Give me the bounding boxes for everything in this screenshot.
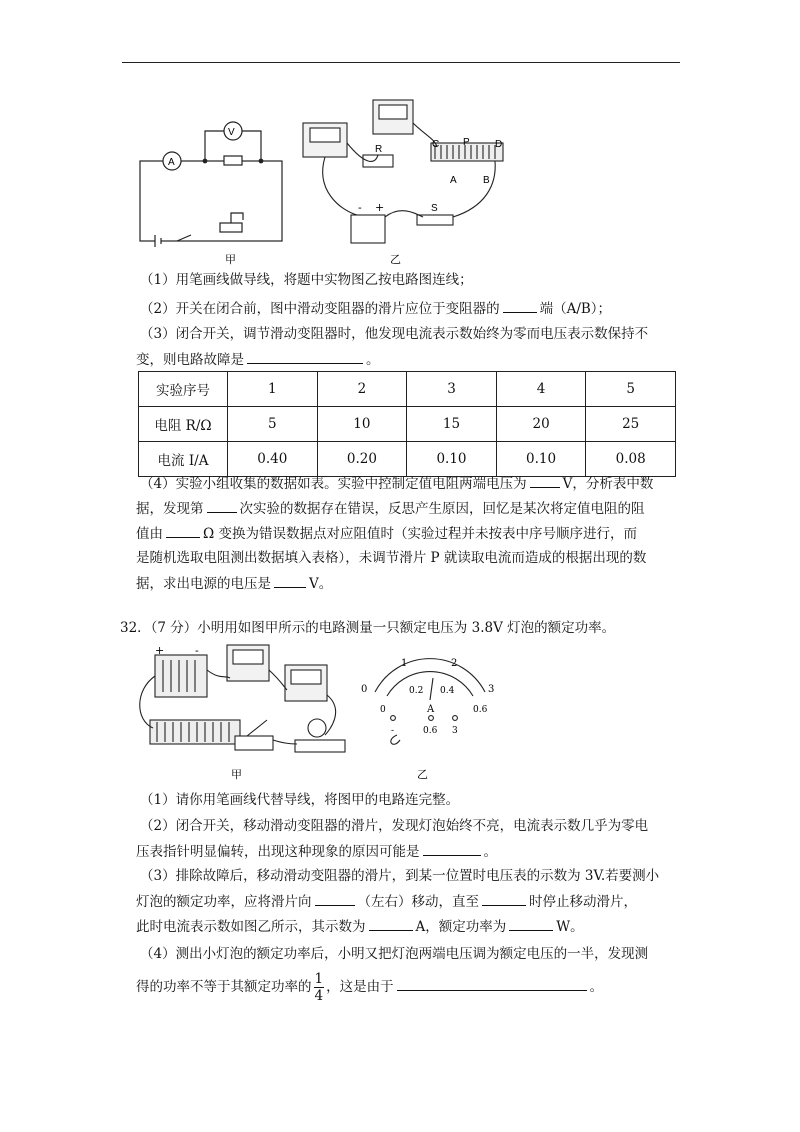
q32-p1: （1）请你用笔画线代替导线，将图甲的电路连完整。 xyxy=(140,792,460,808)
fig2-label-a: 甲 xyxy=(231,768,242,781)
table-row: 电阻 R/Ω 5 10 15 20 25 xyxy=(139,407,676,442)
battery-plus: + xyxy=(375,201,385,214)
battery2-plus: + xyxy=(155,644,165,657)
q32-p2-line1: （2）闭合开关，移动滑动变阻器的滑片，发现灯泡始终不亮，电流表示数几乎为零电 xyxy=(140,818,649,834)
q31-p3-line2: 变，则电路故障是 。 xyxy=(136,349,380,370)
blank-voltage[interactable] xyxy=(530,473,560,488)
q32-p4-line2: 得的功率不等于其额定功率的 $\frac{1}{4}$ ，这是由于 。 xyxy=(136,971,604,1004)
rheo-b: B xyxy=(483,175,490,186)
blank-resistance[interactable] xyxy=(166,523,200,538)
dial-outer-3: 3 xyxy=(488,684,495,695)
terminal-minus: - xyxy=(391,726,395,736)
fig1-label-a: 甲 xyxy=(225,253,236,265)
q31-p4-line2: 据，发现第 次实验的数据存在错误，反思产生原因，回忆是某次将定值电阻的阻 xyxy=(136,498,645,519)
q32-p3-line1: （3）排除故障后，移动滑动变阻器的滑片，到某一位置时电压表的示数为 3V.若要测小 xyxy=(140,868,660,884)
q31-p3-line1: （3）闭合开关，调节滑动变阻器时，他发现电流表示数始终为零而电压表示数保持不 xyxy=(140,326,649,342)
dial-inner-0: 0 xyxy=(380,705,386,715)
data-table xyxy=(138,371,676,477)
q31-p1: （1）用笔画线做导线，将题中实物图乙按电路图连线； xyxy=(140,272,473,288)
blank-power[interactable] xyxy=(509,916,553,931)
apparatus-a xyxy=(140,645,345,752)
q32-p3-line2: 灯泡的额定功率，应将滑片向 （左右）移动，直至 时停止移动滑片， xyxy=(136,891,637,912)
dial-inner-04: 0.4 xyxy=(440,686,455,696)
table-row: 实验序号 1 2 3 4 5 xyxy=(139,372,676,407)
dial-inner-06: 0.6 xyxy=(473,705,488,715)
meter-a-label: A xyxy=(168,157,175,168)
battery2-minus: - xyxy=(195,644,199,657)
dial-outer-0: 0 xyxy=(361,684,368,695)
q31-p4-line5: 据，求出电源的电压是 V。 xyxy=(136,573,332,594)
figure-1-circuit xyxy=(125,95,545,265)
blank-stop-condition[interactable] xyxy=(482,891,526,906)
rheo-c: C xyxy=(432,139,440,150)
circuit-diagram-a xyxy=(140,122,282,249)
table-row: 电流 I/A 0.40 0.20 0.10 0.10 0.08 xyxy=(139,442,676,477)
figure-2-apparatus xyxy=(135,640,515,785)
apparatus-b xyxy=(303,100,503,243)
fraction-quarter: $\frac{1}{4}$ xyxy=(314,971,324,1004)
blank-fault[interactable] xyxy=(423,841,481,856)
fig1-label-b: 乙 xyxy=(390,253,401,265)
label-r: R xyxy=(375,144,383,155)
rheo-p: P xyxy=(463,137,470,148)
blank-p2[interactable] xyxy=(503,298,537,313)
blank-current[interactable] xyxy=(369,916,413,931)
dial-outer-2: 2 xyxy=(451,658,458,669)
label-s: S xyxy=(431,203,438,214)
q32-p4-line1: （4）测出小灯泡的额定功率后，小明又把灯泡两端电压调为额定电压的一半，发现测 xyxy=(140,946,649,962)
meter-v-label: V xyxy=(228,127,235,138)
blank-source-voltage[interactable] xyxy=(274,573,306,588)
dial-outer-1: 1 xyxy=(401,658,408,669)
blank-direction[interactable] xyxy=(315,891,355,906)
rheo-d: D xyxy=(495,139,503,150)
q31-p4-line1: （4）实验小组收集的数据如表。实验中控制定值电阻两端电压为 V，分析表中数 xyxy=(140,473,653,494)
blank-p3[interactable] xyxy=(247,349,363,364)
q31-p2: （2）开关在闭合前，图中滑动变阻器的滑片应位于变阻器的 端（A/B）； xyxy=(140,298,611,319)
header-rule xyxy=(122,62,680,63)
fig2-label-b: 乙 xyxy=(417,768,428,781)
q31-p4-line3: 值由 Ω 变换为错误数据点对应阻值时（实验过程并未按表中序号顺序进行，而 xyxy=(136,523,637,544)
q31-p4-line4: 是随机选取电阻测出数据填入表格），未调节滑片 P 就读取电流而造成的根据出现的数 xyxy=(136,550,647,566)
q32-p2-line2: 压表指针明显偏转，出现这种现象的原因可能是 。 xyxy=(136,841,497,862)
q32-p3-line3: 此时电流表示数如图乙所示，其示数为 A，额定功率为 W。 xyxy=(136,916,584,937)
blank-reason[interactable] xyxy=(397,976,587,991)
battery-minus: - xyxy=(358,201,362,214)
terminal-06: 0.6 xyxy=(423,726,438,736)
dial-inner-02: 0.2 xyxy=(409,686,424,696)
dial-unit: A xyxy=(427,704,435,715)
blank-trial[interactable] xyxy=(207,498,237,513)
rheo-a: A xyxy=(450,175,457,186)
terminal-3: 3 xyxy=(452,726,458,736)
q32-title: 32．（7 分）小明用如图甲所示的电路测量一只额定电压为 3.8V 灯泡的额定功率。 xyxy=(120,620,616,636)
